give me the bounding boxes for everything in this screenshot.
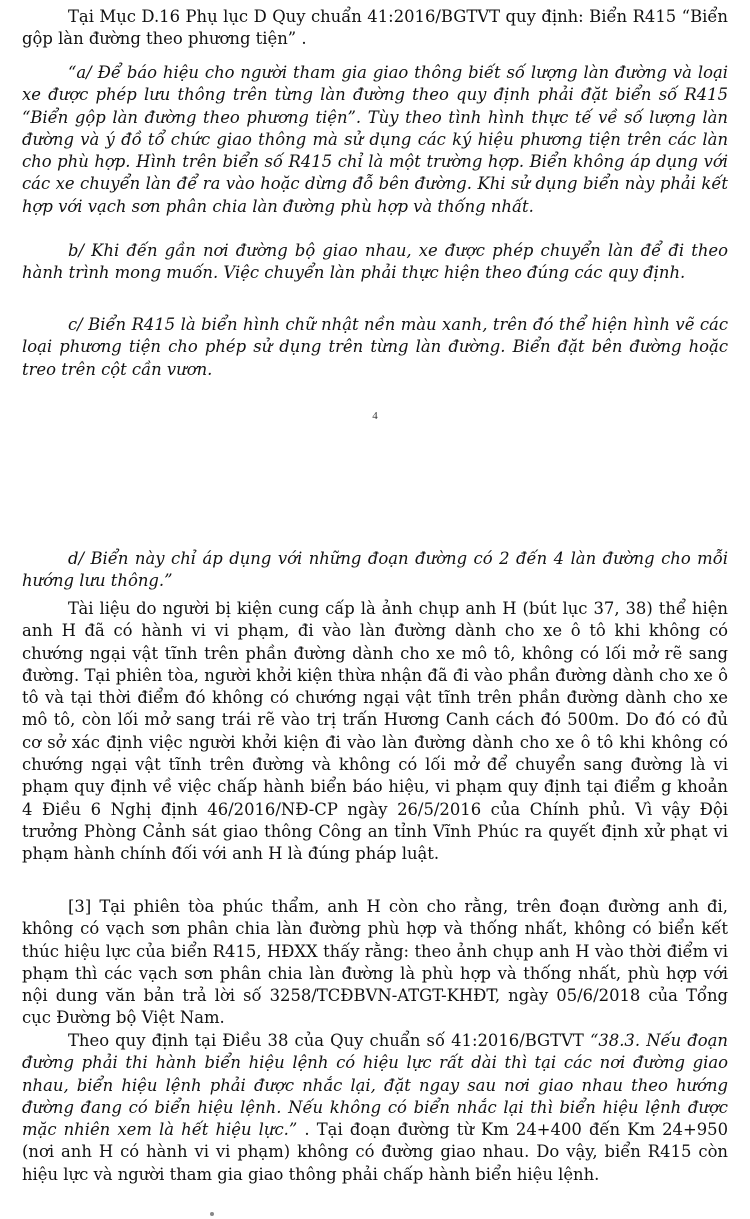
- article-38-lead: Theo quy định tại Điều 38 của Quy chuẩn số 41:2016/BGTVT: [68, 1031, 590, 1050]
- article-38-paragraph: [22, 1030, 728, 1186]
- scan-artifact-dot: [210, 1212, 214, 1216]
- point-3-paragraph: [3] Tại phiên tòa phúc thẩm, anh H còn cho rằng, trên đoạn đường anh đi, không có vạch sơn phân chia làn đường phù hợp và thống nhất, không có biển kết thúc hiệu lực của biển R415, HĐXX thấy rằng: theo ảnh chụp anh H vào thời điểm vi phạm thì các vạch sơn phân chia làn đường là phù hợp và thống nhất, phù hợp với nội dung văn bản trả lời số 3258/TCĐBVN-ATGT-KHĐT, ngày 05/6/2018 của Tổng cục Đường bộ Việt Nam.: [22, 897, 728, 1028]
- quote-paragraph-c: c/ Biển R415 là biển hình chữ nhật nền màu xanh, trên đó thể hiện hình vẽ các loại phương tiện cho phép sử dụng trên từng làn đường. Biển đặt bên đường hoặc treo trên cột cần vươn.: [22, 315, 728, 379]
- quote-paragraph-a: “a/ Để báo hiệu cho người tham gia giao thông biết số lượng làn đường và loại xe được phép lưu thông trên từng làn đường theo quy định phải đặt biển số R415 “Biển gộp làn đường theo phương tiện”. Tùy theo tình hình thực tế về số lượng làn đường và ý đồ tổ chức giao thông mà sử dụng các ký hiệu phương tiện trên các làn cho phù hợp. Hình trên biển số R415 chỉ là một trường hợp. Biển không áp dụng với các xe chuyển làn để ra vào hoặc dừng đỗ bên đường. Khi sử dụng biển này phải kết hợp với vạch sơn phân chia làn đường phù hợp và thống nhất.: [22, 63, 728, 216]
- page-number: 4: [372, 410, 378, 422]
- article-38-tail: . Tại đoạn đường từ Km 24+400 đến Km 24+950 (nơi anh H có hành vi vi phạm) không có đường giao nhau. Do vậy, biển R415 còn hiệu lực và người tham gia giao thông phải chấp hành biển hiệu lệnh.: [22, 1120, 729, 1184]
- quote-paragraph-b: b/ Khi đến gần nơi đường bộ giao nhau, xe được phép chuyển làn để đi theo hành trình mong muốn. Việc chuyển làn phải thực hiện theo đúng các quy định.: [22, 241, 728, 283]
- article-38-quote: “38.3. Nếu đoạn đường phải thi hành biển hiệu lệnh có hiệu lực rất dài thì tại các nơi đường giao nhau, biển hiệu lệnh phải được nhắc lại, đặt ngay sau nơi giao nhau theo hướng đường đang có biển hiệu lệnh. Nếu không có biển nhắc lại thì biển hiệu lệnh được mặc nhiên xem là hết hiệu lực.”: [22, 1031, 728, 1140]
- evidence-paragraph: Tài liệu do người bị kiện cung cấp là ảnh chụp anh H (bút lục 37, 38) thể hiện anh H đã có hành vi vi phạm, đi vào làn đường dành cho xe ô tô khi không có chướng ngại vật tĩnh trên phần đường dành cho xe mô tô, không có lối mở rẽ sang đường. Tại phiên tòa, người khởi kiện thừa nhận đã đi vào phần đường dành cho xe ô tô và tại thời điểm đó không có chướng ngại vật tĩnh trên phần đường dành cho xe mô tô, còn lối mở sang trái rẽ vào trị trấn Hương Canh cách đó 500m. Do đó có đủ cơ sở xác định việc người khởi kiện đi vào làn đường dành cho xe ô tô khi không có chướng ngại vật tĩnh trên đường và không có lối mở để chuyển sang đường là vi phạm quy định về việc chấp hành biển báo hiệu, vi phạm quy định tại điểm g khoản 4 Điều 6 Nghị định 46/2016/NĐ-CP ngày 26/5/2016 của Chính phủ. Vì vậy Đội trưởng Phòng Cảnh sát giao thông Công an tỉnh Vĩnh Phúc ra quyết định xử phạt vi phạm hành chính đối với anh H là đúng pháp luật.: [22, 599, 728, 864]
- quote-paragraph-d: d/ Biển này chỉ áp dụng với những đoạn đường có 2 đến 4 làn đường cho mỗi hướng lưu thông.”: [22, 549, 728, 591]
- intro-paragraph: Tại Mục D.16 Phụ lục D Quy chuẩn 41:2016/BGTVT quy định: Biển R415 “Biển gộp làn đường theo phương tiện” .: [22, 7, 728, 49]
